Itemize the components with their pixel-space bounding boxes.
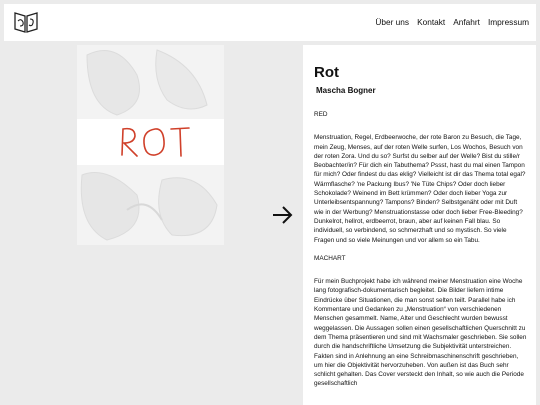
nav-link-impressum[interactable]: Impressum	[487, 17, 529, 27]
book-author: Mascha Bogner	[316, 86, 376, 95]
cover-handwritten-title	[77, 119, 224, 165]
book-title: Rot	[314, 64, 339, 81]
section-heading-red: RED	[314, 111, 328, 118]
section-text-machart: Für mein Buchprojekt habe ich während meiner Menstruation eine Woche lang fotografisch-dokumentarisch begleitet. Die Bilder liefern intime Eindrücke über Situationen, die man sonst selten teilt. Parallel habe ich Kommentare und Gedanken zu „Menstruation“ von verschiedenen Menschen gesammelt. Name, Alter und Geschlecht wurden bewusst weggelassen. Die Aussagen sollen einen gesellschaftlichen Querschnitt zu dem Thema präsentieren und sind mit Wachsmaler geschrieben. Sie sollen durch die handschriftliche Umsetzung die Subjektivität unterstreichen. Fakten sind in Anlehnung an eine Schreibmaschinenschrift geschrieben, um hier die Objektivität hervorzuheben. Von außen ist das Buch sehr schlicht gehalten. Das Cover versteckt den Inhalt, so wie auch die Periode gesellschaftlich	[314, 278, 527, 388]
book-detail-panel	[303, 45, 536, 405]
section-heading-machart: MACHART	[314, 254, 346, 262]
book-cover-image[interactable]	[77, 45, 224, 245]
book-logo-icon[interactable]	[13, 9, 39, 35]
nav-link-anfahrt[interactable]: Anfahrt	[453, 17, 480, 27]
nav-link-kontakt[interactable]: Kontakt	[417, 17, 446, 27]
arrow-right-icon	[270, 203, 294, 227]
nav-link-ueber-uns[interactable]: Über uns	[375, 17, 410, 27]
section-text-red: Menstruation, Regel, Erdbeerwoche, der rote Baron zu Besuch, die Tage, mein Zeug, Menses, auf der roten Welle surfen, Los Wochos, Besuch von der roten Zora. Und du so? Surfst du selber auf der Welle? Bist du stille/r Beobachter/in? Für dich ein Tabuthema? Pssst, hast du mal einen Tampon für mich? Oder findest du das eklig? Vielleicht ist dir das Thema total egal? Wärmflasche? 'ne Packung Ibus? 'Ne Tüte Chips? Oder doch lieber Schokolade? Weinend im Bett krümmen? Oder doch lieber Yoga zur Unterleibsentspannung? Tampons? Binden? Selbstgenäht oder mit Duft wie in der Werbung? Menstruationstasse oder doch lieber Free-Bleeding? Dunkelrot, hellrot, erdbeerrot, braun, aber auf keinen Fall blau. So individuell, so verbindend, so schmerzhaft und so mystisch. So viele Fragen und so viele Meinungen und vor allem so ein Tabu.	[314, 134, 526, 244]
header-bar	[4, 4, 536, 41]
main-nav	[375, 17, 529, 27]
